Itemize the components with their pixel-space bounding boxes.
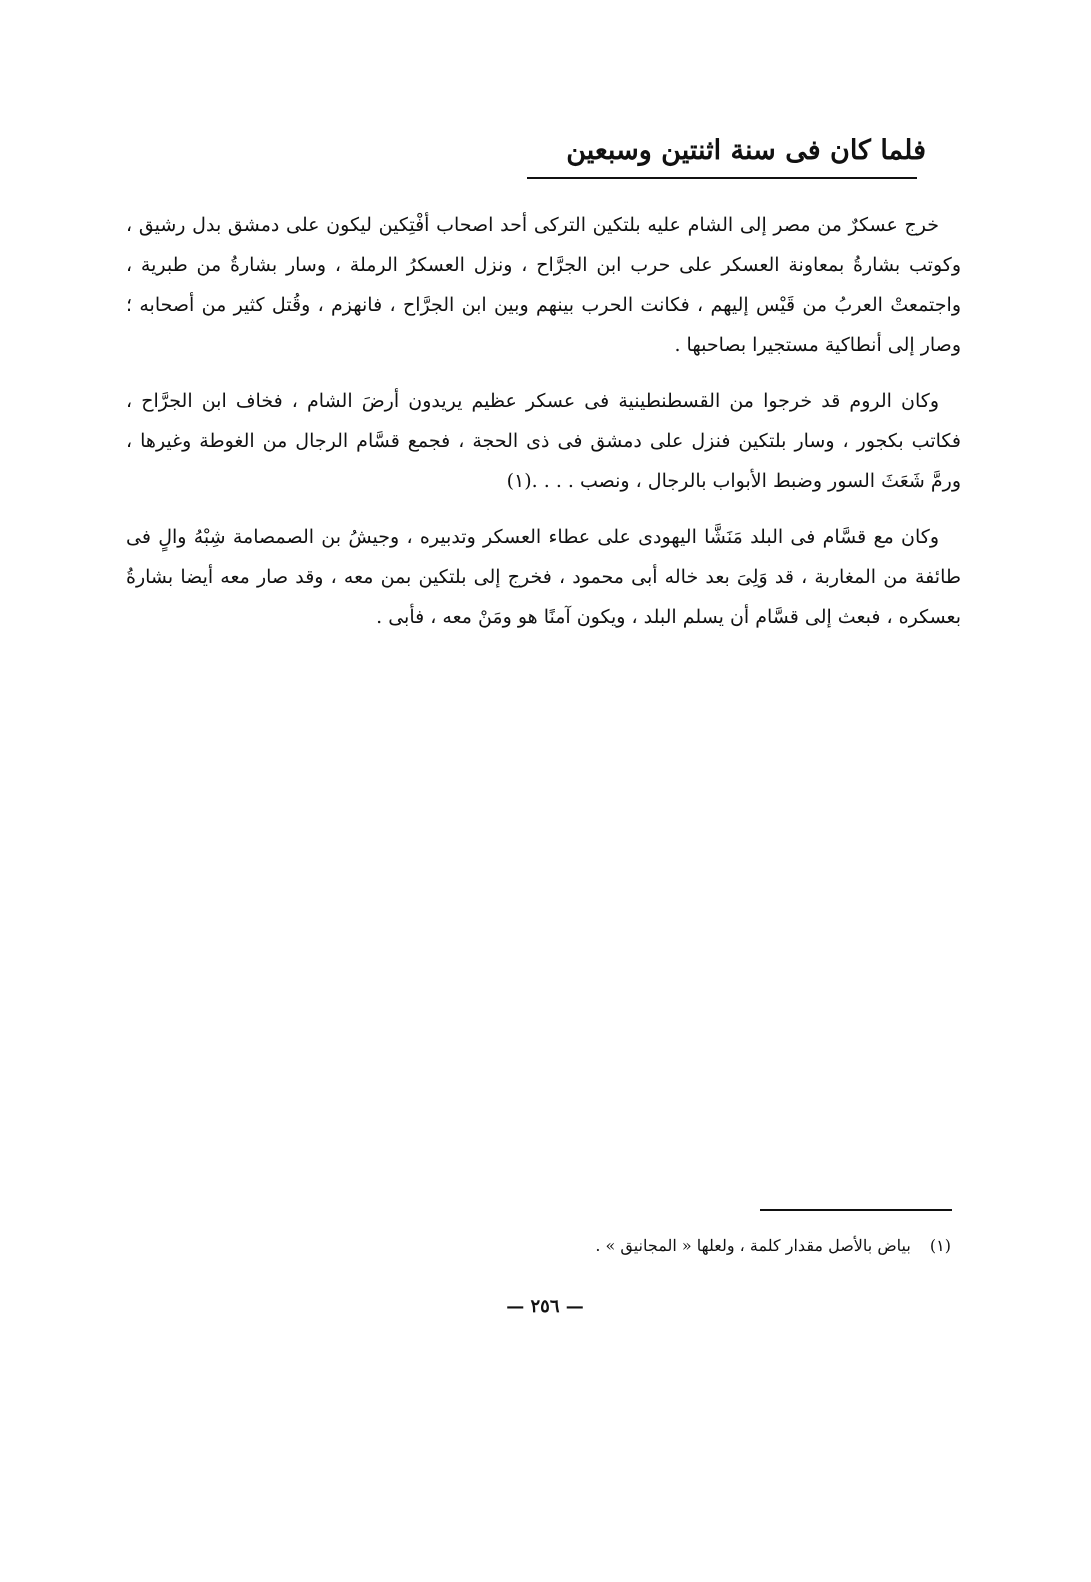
paragraph-3: وكان مع قسَّام فى البلد مَنَشَّا اليهودى على عطاء العسكر وتدبيره ، وجيشُ بن الصمصامة شِبْهُ والٍ فى طائفة من المغاربة ، قد وَلِىَ بعد خاله أبى محمود ، فخرج إلى بلتكين بمن معه ، وقد صار معه أيضا بشارةُ بعسكره ، فبعث إلى قسَّام أن يسلم البلد ، ويكون آمنًا هو ومَنْ معه ، فأبى . bbox=[126, 526, 961, 628]
paragraph-2: وكان الروم قد خرجوا من القسطنطينية فى عسكر عظيم يريدون أرضَ الشام ، فخاف ابن الجرَّاح ، فكاتب بكجور ، وسار بلتكين فنزل على دمشق فى ذى الحجة ، فجمع قسَّام الرجال من الغوطة وغيرها ، ورمَّ شَعَثَ السور وضبط الأبواب بالرجال ، ونصب . . . .(١) bbox=[126, 390, 961, 492]
paragraph-1: خرج عسكرٌ من مصر إلى الشام عليه بلتكين التركى أحد اصحاب أفْتِكين ليكون على دمشق بدل رشيق ، وكوتب بشارةُ بمعاونة العسكر على حرب ابن الجرَّاح ، ونزل العسكرُ الرملة ، وسار بشارةُ من طبرية ، واجتمعتْ العربُ من قَيْس إليهم ، فكانت الحرب بينهم وبين ابن الجرَّاح ، فانهزم ، وقُتل كثير من أصحابه ؛ وصار إلى أنطاكية مستجيرا بصاحبها . bbox=[126, 214, 961, 356]
footnote bbox=[231, 1232, 951, 1260]
main-text bbox=[126, 205, 961, 653]
heading-underline bbox=[527, 177, 917, 179]
page-number: — ٢٥٦ — bbox=[506, 1296, 584, 1317]
footnote-marker: (١) bbox=[929, 1236, 951, 1255]
footnote-text: بياض بالأصل مقدار كلمة ، ولعلها « المجانيق » . bbox=[595, 1236, 911, 1255]
section-heading: فلما كان فى سنة اثنتين وسبعين bbox=[566, 135, 926, 166]
footnote-separator bbox=[760, 1209, 952, 1211]
